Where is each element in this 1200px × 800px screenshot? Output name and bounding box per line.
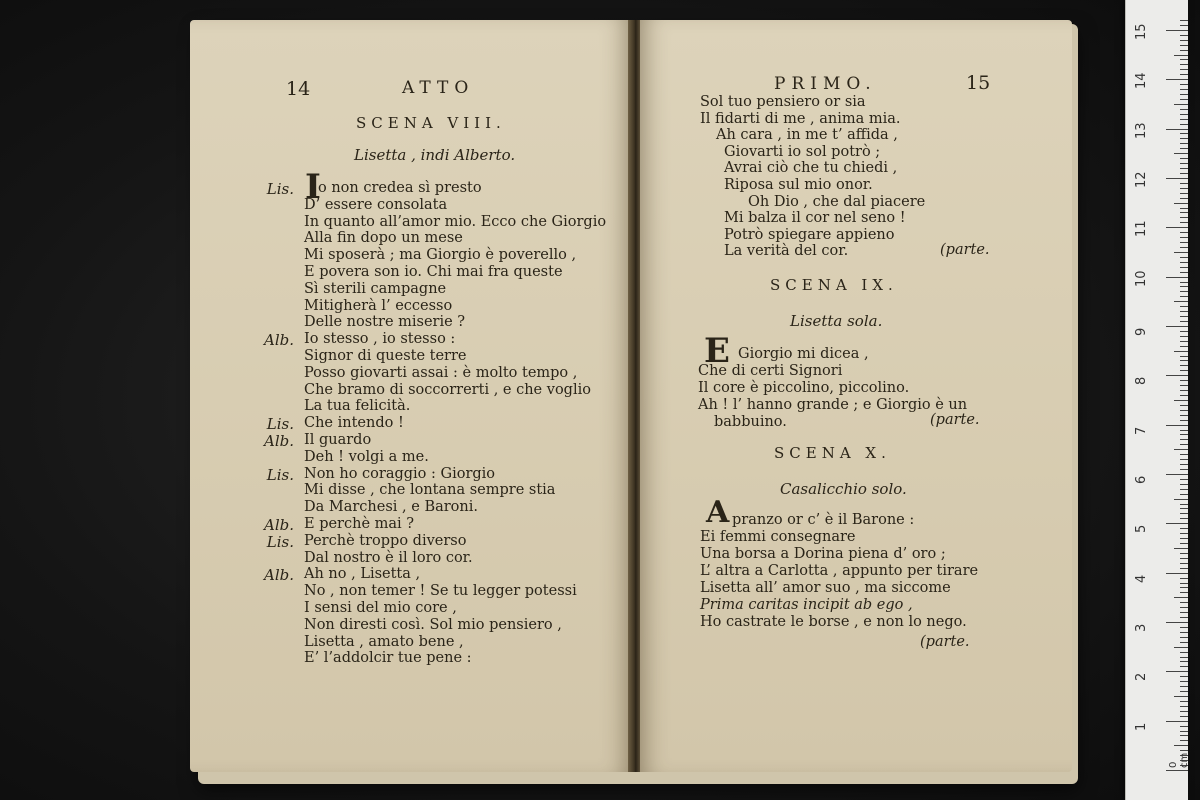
ruler-tick (1180, 64, 1188, 65)
ruler-tick (1180, 642, 1188, 643)
verse-line: Potrò spiegare appieno (724, 226, 895, 243)
ruler-tick (1180, 20, 1188, 21)
running-head-atto: ATTO (402, 78, 475, 98)
scene-x-line: Ei femmi consegnare (700, 529, 856, 545)
ruler-tick (1180, 336, 1188, 337)
ruler-tick (1180, 740, 1188, 741)
ruler-tick (1180, 686, 1188, 687)
ruler-tick (1180, 533, 1188, 534)
ruler-tick (1180, 198, 1188, 199)
ruler-tick (1180, 434, 1188, 435)
ruler-tick (1174, 400, 1188, 401)
cast-list-x: Casalicchio solo. (780, 480, 907, 498)
ruler-tick (1174, 203, 1188, 204)
ruler-tick (1180, 735, 1188, 736)
ruler-tick (1180, 360, 1188, 361)
speaker-label: Lis. (266, 180, 294, 198)
ruler-tick (1180, 563, 1188, 564)
ruler-tick (1180, 587, 1188, 588)
dialogue-line: Sì sterili campagne (304, 280, 447, 297)
ruler-tick (1166, 671, 1188, 672)
ruler-tick (1180, 617, 1188, 618)
ruler-tick (1174, 55, 1188, 56)
ruler-tick (1174, 548, 1188, 549)
ruler-tick (1180, 494, 1188, 495)
verse-line: Mi balza il cor nel seno ! (724, 210, 906, 227)
ruler-tick (1180, 74, 1188, 75)
ruler-cm-label: 4 (1134, 574, 1149, 583)
ruler-tick (1180, 183, 1188, 184)
ruler-tick (1180, 731, 1188, 732)
ruler-cm-label: 10 (1134, 270, 1149, 287)
dialogue-line: Delle nostre miserie ? (304, 314, 466, 331)
ruler-tick (1180, 114, 1188, 115)
ruler-tick (1166, 425, 1188, 426)
ruler-cm-label: 1 (1134, 722, 1149, 731)
dialogue-line: Mitigherà l’ eccesso (304, 297, 453, 314)
cast-list-viii: Lisetta , indi Alberto. (354, 146, 516, 164)
ruler-tick (1180, 69, 1188, 70)
ruler-tick (1180, 188, 1188, 189)
ruler-tick (1180, 489, 1188, 490)
ruler-tick (1180, 356, 1188, 357)
dialogue-line: Deh ! volgi a me. (304, 448, 429, 465)
ruler-tick (1180, 430, 1188, 431)
left-page (190, 20, 630, 772)
scene-heading-ix: SCENA IX. (770, 276, 898, 294)
ruler-tick (1180, 410, 1188, 411)
drop-cap-a: A (706, 495, 730, 530)
ruler-tick (1180, 50, 1188, 51)
verse-line: Avrai ciò che tu chiedi , (724, 160, 898, 177)
dialogue-line: Perchè troppo diverso (304, 532, 467, 549)
page-number-right: 15 (966, 72, 991, 94)
speaker-label: Lis. (266, 532, 294, 551)
ruler-tick (1180, 94, 1188, 95)
ruler-tick (1180, 282, 1188, 283)
ruler-tick (1180, 592, 1188, 593)
ruler-tick (1180, 40, 1188, 41)
ruler-tick (1180, 124, 1188, 125)
ruler-tick (1180, 173, 1188, 174)
exit-direction-3: (parte. (920, 634, 970, 650)
verse-line: Giovarti io sol potrò ; (724, 143, 881, 160)
ruler-tick (1180, 316, 1188, 317)
ruler-tick (1180, 247, 1188, 248)
ruler-tick (1166, 277, 1188, 278)
ruler-tick (1180, 681, 1188, 682)
ruler-cm-label: 13 (1134, 122, 1149, 139)
scene-ix-line: babbuino. (714, 414, 787, 430)
ruler-tick (1180, 415, 1188, 416)
ruler-tick (1180, 607, 1188, 608)
ruler-tick (1180, 385, 1188, 386)
ruler-tick (1180, 89, 1188, 90)
dialogue-line: E perchè mai ? (304, 516, 415, 532)
scene-x-line: Una borsa a Dorina piena d’ oro ; (700, 546, 946, 562)
dialogue-line: Da Marchesi , e Baroni. (304, 499, 478, 516)
ruler-tick (1180, 637, 1188, 638)
dialogue-line: Non diresti così. Sol mio pensiero , (304, 616, 562, 633)
ruler-tick (1180, 469, 1188, 470)
ruler-tick (1180, 716, 1188, 717)
ruler-tick (1180, 341, 1188, 342)
ruler-cm-label: 5 (1134, 525, 1149, 534)
scene-x-line: pranzo or c’ è il Barone : (732, 512, 915, 528)
ruler-tick (1166, 573, 1188, 574)
ruler-tick (1180, 657, 1188, 658)
ruler-cm-label: 15 (1134, 23, 1149, 40)
verse-line: Sol tuo pensiero or sia (700, 94, 866, 110)
ruler-tick (1180, 405, 1188, 406)
ruler-tick (1180, 706, 1188, 707)
scene-x-line: Lisetta all’ amor suo , ma siccome (700, 580, 951, 596)
ruler-unit-label: 0 cm (1168, 752, 1190, 768)
ruler-tick (1180, 632, 1188, 633)
ruler-tick (1180, 528, 1188, 529)
ruler-tick (1180, 45, 1188, 46)
ruler-tick (1180, 444, 1188, 445)
ruler-tick (1180, 484, 1188, 485)
ruler-tick (1180, 109, 1188, 110)
ruler-tick (1180, 296, 1188, 297)
scene-ix-line: Giorgio mi dicea , (738, 346, 869, 362)
ruler-tick (1180, 119, 1188, 120)
ruler-tick (1180, 691, 1188, 692)
ruler-tick (1174, 597, 1188, 598)
verse-line: Oh Dio , che dal piacere (748, 193, 926, 210)
exit-direction-1: (parte. (940, 242, 990, 258)
drop-cap-i: I (305, 167, 321, 207)
ruler-tick (1180, 272, 1188, 273)
speaker-label: Alb. (264, 432, 294, 450)
ruler-tick (1180, 267, 1188, 268)
page-number-left: 14 (286, 78, 311, 100)
ruler-tick (1180, 35, 1188, 36)
ruler-tick (1174, 647, 1188, 648)
ruler-tick (1180, 257, 1188, 258)
ruler-tick (1180, 602, 1188, 603)
ruler-tick (1180, 291, 1188, 292)
ruler-tick (1180, 652, 1188, 653)
dialogue-line: Ah no , Lisetta , (304, 566, 421, 583)
measurement-ruler (1125, 0, 1188, 800)
ruler-cm-label: 12 (1134, 171, 1149, 188)
ruler-tick (1180, 286, 1188, 287)
ruler-tick (1180, 553, 1188, 554)
dialogue-line: Alla fin dopo un mese (304, 230, 463, 247)
ruler-tick (1180, 578, 1188, 579)
ruler-tick (1166, 227, 1188, 228)
ruler-tick (1166, 326, 1188, 327)
scene-x-line: Prima caritas incipit ab ego , (700, 597, 913, 613)
ruler-tick (1180, 459, 1188, 460)
drop-cap-e: E (704, 331, 730, 371)
ruler-tick (1180, 193, 1188, 194)
ruler-tick (1180, 143, 1188, 144)
scene-ix-line: Ah ! l’ hanno grande ; e Giorgio è un (698, 397, 968, 413)
ruler-tick (1180, 538, 1188, 539)
ruler-tick (1180, 454, 1188, 455)
ruler-tick (1174, 252, 1188, 253)
ruler-tick (1180, 380, 1188, 381)
speaker-label: Alb. (264, 331, 294, 350)
ruler-tick (1180, 479, 1188, 480)
ruler-tick (1180, 158, 1188, 159)
ruler-tick (1166, 30, 1188, 31)
ruler-tick (1166, 129, 1188, 130)
ruler-tick (1180, 331, 1188, 332)
dialogue-line: Lisetta , amato bene , (304, 633, 464, 650)
ruler-tick (1180, 237, 1188, 238)
ruler-tick (1180, 513, 1188, 514)
dialogue-line: Che bramo di soccorrerti , e che voglio (304, 381, 591, 398)
ruler-tick (1174, 499, 1188, 500)
speaker-label: Lis. (266, 415, 294, 434)
ruler-tick (1180, 676, 1188, 677)
ruler-tick (1180, 558, 1188, 559)
ruler-tick (1174, 153, 1188, 154)
ruler-cm-label: 7 (1134, 426, 1149, 435)
ruler-tick (1180, 504, 1188, 505)
ruler-tick (1180, 543, 1188, 544)
dialogue-line: La tua felicità. (304, 398, 411, 415)
dialogue-line: Non ho coraggio : Giorgio (304, 465, 496, 482)
dialogue-line: In quanto all’amor mio. Ecco che Giorgio (304, 213, 607, 230)
ruler-tick (1180, 242, 1188, 243)
ruler-tick (1180, 163, 1188, 164)
ruler-tick (1166, 770, 1188, 771)
ruler-tick (1180, 212, 1188, 213)
ruler-tick (1180, 568, 1188, 569)
ruler-tick (1166, 523, 1188, 524)
ruler-tick (1180, 711, 1188, 712)
ruler-cm-label: 11 (1134, 220, 1149, 238)
ruler-tick (1180, 518, 1188, 519)
ruler-tick (1180, 217, 1188, 218)
right-page (640, 20, 1072, 772)
scene-x-line: Ho castrate le borse , e non lo nego. (700, 614, 967, 630)
verse-line: Il fidarti di me , anima mia. (700, 110, 901, 127)
ruler-tick (1180, 59, 1188, 60)
cast-list-ix: Lisetta sola. (790, 312, 883, 330)
dialogue-line: Che intendo ! (304, 415, 404, 432)
dialogue-line: Posso giovarti assai : è molto tempo , (304, 364, 578, 381)
ruler-tick (1174, 449, 1188, 450)
scene-heading-x: SCENA X. (774, 444, 891, 462)
ruler-cm-label: 9 (1134, 327, 1149, 336)
speaker-label: Alb. (264, 516, 294, 534)
scene-ix-line: Il core è piccolino, piccolino. (698, 380, 910, 396)
ruler-tick (1180, 365, 1188, 366)
ruler-tick (1180, 395, 1188, 396)
ruler-tick (1180, 311, 1188, 312)
dialogue-line: E’ l’addolcir tue pene : (304, 650, 472, 667)
ruler-tick (1174, 301, 1188, 302)
ruler-tick (1180, 508, 1188, 509)
ruler-tick (1180, 661, 1188, 662)
verse-line: Ah cara , in me t’ affida , (716, 127, 898, 144)
dialogue-line: Mi disse , che lontana sempre stia (304, 482, 556, 499)
ruler-cm-label: 8 (1134, 376, 1149, 386)
ruler-tick (1166, 375, 1188, 376)
ruler-tick (1166, 474, 1188, 475)
ruler-tick (1180, 583, 1188, 584)
ruler-tick (1180, 148, 1188, 149)
speaker-label: Alb. (264, 566, 294, 585)
ruler-tick (1180, 370, 1188, 371)
ruler-cm-label: 14 (1134, 72, 1149, 90)
dialogue-line: E povera son io. Chi mai fra queste (304, 264, 563, 280)
dialogue-line: Il guardo (304, 432, 372, 448)
ruler-tick (1180, 168, 1188, 169)
dialogue-line: D’ essere consolata (304, 196, 448, 213)
ruler-tick (1180, 262, 1188, 263)
dialogue-line: I sensi del mio core , (304, 600, 457, 616)
ruler-cm-label: 2 (1134, 673, 1149, 682)
ruler-tick (1180, 701, 1188, 702)
exit-direction-2: (parte. (930, 412, 980, 428)
dialogue-line: Mi sposerà ; ma Giorgio è poverello , (304, 247, 577, 264)
ruler-tick (1180, 138, 1188, 139)
running-head-primo: PRIMO. (774, 74, 877, 94)
dialogue-line: Signor di queste terre (304, 348, 467, 364)
ruler-tick (1180, 321, 1188, 322)
ruler-tick (1180, 420, 1188, 421)
ruler-tick (1174, 104, 1188, 105)
verse-line: Riposa sul mio onor. (724, 177, 873, 193)
ruler-tick (1180, 222, 1188, 223)
ruler-tick (1180, 464, 1188, 465)
scene-heading-viii: SCENA VIII. (356, 114, 506, 132)
verse-line: La verità del cor. (724, 243, 849, 260)
dialogue-line: No , non temer ! Se tu legger potessi (304, 583, 577, 600)
scene-x-line: L’ altra a Carlotta , appunto per tirare (700, 563, 979, 579)
speaker-label: Lis. (266, 465, 294, 484)
ruler-tick (1180, 84, 1188, 85)
ruler-tick (1166, 178, 1188, 179)
ruler-tick (1174, 745, 1188, 746)
ruler-tick (1180, 390, 1188, 391)
ruler-tick (1166, 79, 1188, 80)
ruler-tick (1180, 25, 1188, 26)
dialogue-line: Dal nostro è il loro cor. (304, 549, 473, 566)
ruler-tick (1174, 351, 1188, 352)
ruler-tick (1180, 346, 1188, 347)
ruler-cm-label: 6 (1134, 475, 1149, 484)
ruler-tick (1180, 208, 1188, 209)
dialogue-line: o non credea sì presto (318, 180, 482, 196)
ruler-tick (1166, 721, 1188, 722)
ruler-tick (1180, 133, 1188, 134)
ruler-tick (1180, 726, 1188, 727)
ruler-tick (1180, 612, 1188, 613)
ruler-tick (1180, 627, 1188, 628)
ruler-tick (1166, 622, 1188, 623)
scene-ix-line: Che di certi Signori (698, 363, 843, 379)
ruler-tick (1180, 439, 1188, 440)
ruler-tick (1174, 696, 1188, 697)
ruler-cm-label: 3 (1134, 623, 1149, 632)
ruler-tick (1180, 666, 1188, 667)
ruler-tick (1180, 232, 1188, 233)
dialogue-line: Io stesso , io stesso : (304, 331, 456, 348)
ruler-tick (1180, 306, 1188, 307)
ruler-tick (1180, 99, 1188, 100)
